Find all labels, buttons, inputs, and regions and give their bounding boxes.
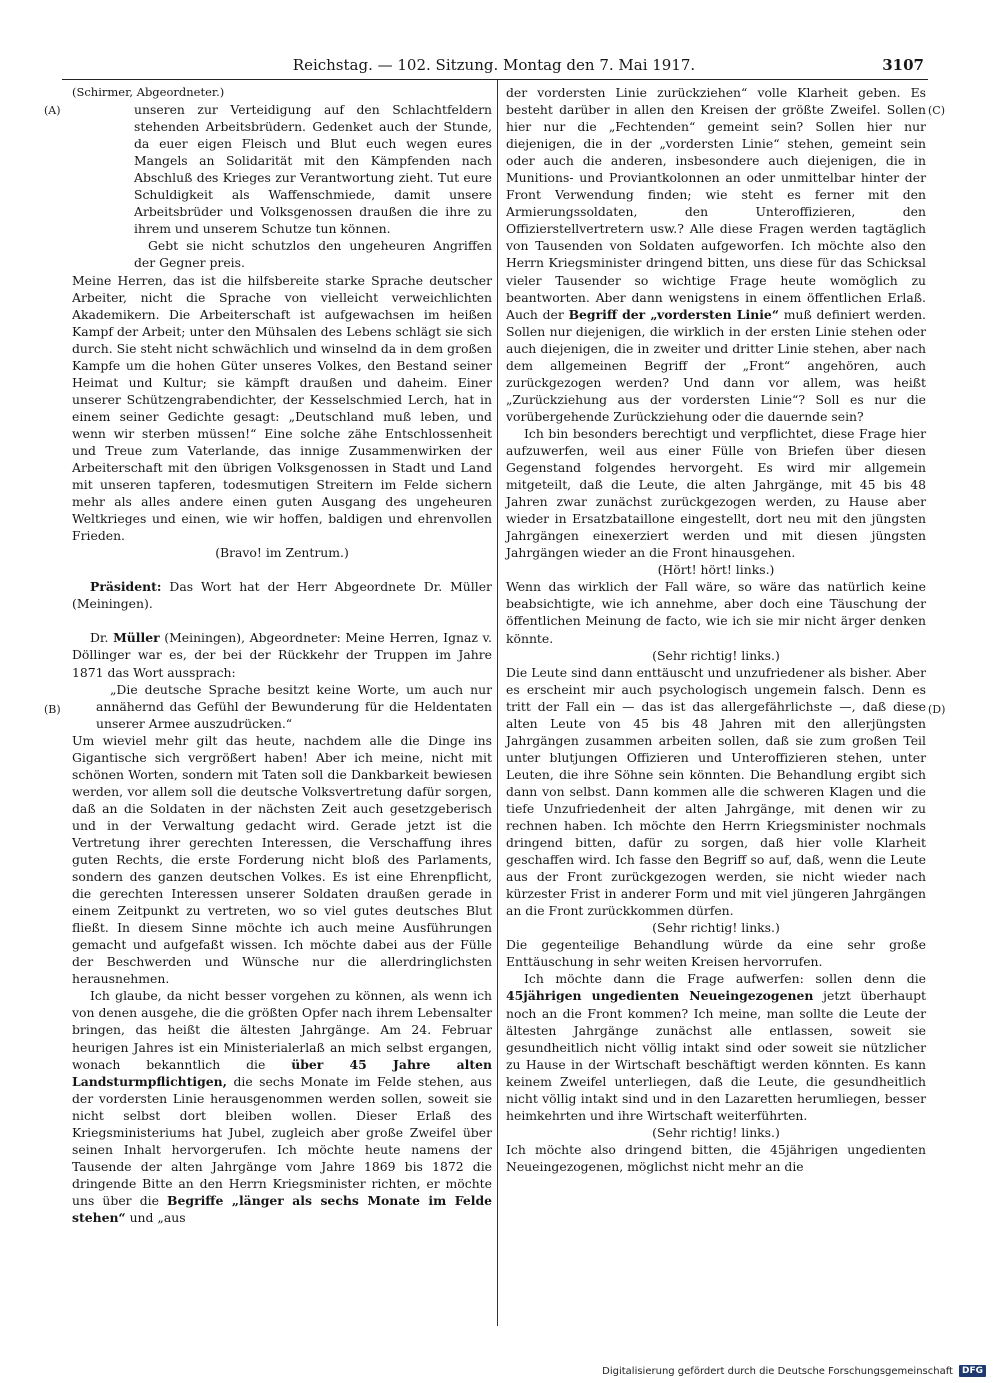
body-paragraph: Um wieviel mehr gilt das heute, nachdem alle die Dinge ins Gigantische sich vergrößert haben! Aber ich meine, nicht mit schönen Worten, sondern mit Taten soll die Dankbarkeit bewiesen werden, vor allem soll die deutsche Volksvertretung dafür sorgen, daß an die Soldaten in der nächsten Zeit auch gesetzgeberisch und in der Verwaltung gedacht wird. Gerade jetzt ist die Vertretung ihrer gerechten Interessen, die Verschaffung ihres guten Rechts, die erste Forderung nicht bloß des Parlaments, sondern des ganzen deutschen Volkes. Es ist eine Ehrenpflicht, die gerechten Interessen unserer Soldaten draußen gerade in einem Zeitpunkt zu vertreten, wo so viel gutes deutsches Blut fließt. In diesem Sinne möchte ich auch meine Ausführungen gemacht und aufgefaßt wissen. Ich möchte dabei aus der Fülle der Beschwerden und Wünsche nur die allerdringlichsten herausnehmen. [72,732,492,987]
body-paragraph: Wenn das wirklich der Fall wäre, so wäre das natürlich keine beabsichtigte, wie ich annehme, aber doch eine Täuschung der öffentlichen Meinung de facto, wie ich sie mir nicht ärger denken könnte. [506,579,926,646]
speaker-name: Müller [113,630,160,646]
page-number: 3107 [882,56,924,74]
margin-mark-a: (A) [44,104,61,117]
body-paragraph [72,987,492,1226]
speaker-tag: (Schirmer, Abgeordneter.) [72,85,225,99]
interjection: (Hört! hört! links.) [657,562,775,578]
interjection: (Sehr richtig! links.) [652,920,780,936]
margin-mark-b: (B) [44,703,61,716]
text-run: muß definiert werden. Sollen nur diejenigen, die wirklich in der ersten Linie stehen oder auch diejenigen, die in zweiter und dritter Linie stehen, aber nach dem allgemeinen Begriff der „Front“ angehören, auch zurückgezogen werden? Und dann vor allem, was heißt „Zurückziehung aus der vordersten Linie“? Soll es nur die vorübergehende Zurückziehung oder die dauernde sein? [506,306,926,424]
header-rule [62,79,928,80]
emphasis: über 45 Jahre alten Landsturmpflichtigen, [72,1056,492,1089]
emphasis: Begriff der „vordersten Linie“ [568,306,779,322]
body-paragraph: Meine Herren, das ist die hilfsbereite starke Sprache deutscher Arbeiter, nicht die Sprache von vielleicht verweichlichten Akademikern. Die Arbeiterschaft ist aufgewachsen im heißen Kampf der Arbeit; unter den Mühsalen des Lebens schlägt sie sich durch. Sie steht nicht schwächlich und winselnd da in dem großen Kampfe um die hohen Güter unseres Volkes, den Bestand seiner Heimat und Kultur; sie kämpft draußen und daheim. Einer unserer Schützengrabendichter, der Kesselschmied Lerch, hat in einem seiner Gedichte gesagt: „Deutschland muß leben, und wenn wir sterben müssen!“ Eine solche zähe Entschlossenheit und Treue zum Vaterlande, das innige Zusammenwirken der Arbeiterschaft mit den übrigen Volksgenossen in Stadt und Land mit unseren tapferen, todesmutigen Streitern im Felde sichern mehr als alles andere einen guten Ausgang des ungeheuren Weltkrieges und einen, wie wir hoffen, baldigen und ehrenvollen Frieden. [72,272,492,544]
appeal-closing: Gebt sie nicht schutzlos den ungeheuren Angriffen der Gegner preis. [134,238,492,271]
speaker-title: Dr. [90,630,109,646]
interjection: (Sehr richtig! links.) [652,1124,780,1140]
interjection: (Bravo! im Zentrum.) [215,545,349,561]
dfg-logo: DFG [959,1365,986,1377]
appeal-paragraph: unseren zur Verteidigung auf den Schlachtfeldern stehenden Arbeitsbrüdern. Gedenket auch der Stunde, da euer eigen Fleisch und Blut euch wegen eures Mangels an Solidarität mit den Kämpfenden nach Abschluß des Krieges zur Verantwortung zieht. Tut eure Schuldigkeit als Waffenschmiede, damit unsere Arbeitsbrüder und Volksgenossen draußen die ihre zu ihrem und unserem Schutze tun können. [134,102,492,237]
speaker-intro [72,629,492,680]
text-run: und „aus [129,1210,186,1225]
interjection: (Sehr richtig! links.) [652,647,780,663]
right-column [506,84,926,1174]
speaker-intro-text: (Meiningen), Abgeordneter: Meine Herren, Ignaz v. Döllinger war es, der bei der Rückkehr der Truppen im Jahre 1871 das Wort aussprach: [72,630,492,680]
text-run: der vordersten Linie zurückziehen“ volle Klarheit geben. Es besteht darüber in allen den Kreisen der größte Zweifel. Sollen hier nur die „Fechtenden“ gemeint sein? Sollen hier nur diejenigen, die in der „vordersten Linie“ stehen, gemeint sein oder auch die anderen, insbesondere auch diejenigen, die in Munitions- und Proviantkolonnen an oder unmittelbar hinter der Front Verwendung finden; wie steht es ferner mit den Armierungssoldaten, den Unteroffizieren, den Offizierstellvertretern usw.? Alle diese Fragen werden tagtäglich von Tausenden von Soldaten aufgeworfen. Ich möchte also den Herrn Kriegsminister dringend bitten, uns diese für das Schicksal vieler Tausender so wichtige Frage heute womöglich zu beantworten. Aber dann wenigstens in einem öffentlichen Erlaß. Auch der [506,85,926,322]
body-paragraph [506,970,926,1123]
president-label: Präsident: [90,579,162,595]
text-run: Ich möchte dann die Frage aufwerfen: sollen denn die [524,971,926,987]
body-paragraph: Ich möchte also dringend bitten, die 45jährigen ungedienten Neueingezogenen, möglichst nicht mehr an die [506,1141,926,1174]
president-paragraph [72,578,492,612]
left-column [72,84,492,1225]
text-run: die sechs Monate im Felde stehen, aus der vordersten Linie herausgenommen werden sollen, soweit sie nicht selbst dort bleiben wollen. Dieser Erlaß des Kriegsministeriums hat Jubel, zugleich aber große Zweifel über seinen Inhalt hervorgerufen. Ich möchte heute namens der Tausende der alten Jahrgänge vom Jahre 1869 bis 1872 die dringende Bitte an den Herrn Kriegsminister richten, er möchte uns über die [72,1073,492,1208]
running-head [64,56,924,78]
text-run: jetzt überhaupt noch an die Front kommen? Ich meine, man sollte die Leute der ältesten Jahrgänge zunächst alle entlassen, soweit sie gesundheitlich nicht völlig intakt sind oder soweit sie nützlicher zu Hause in der Wirtschaft beschäftigt werden könnten. Es kann keinem Zweifel unterliegen, daß die Leute, die gesundheitlich nicht völlig intakt sind und in den Lazaretten herumliegen, besser heimkehrten und ihre Wirtschaft weiterführten. [506,988,926,1123]
page-title: Reichstag. — 102. Sitzung. Montag den 7. Mai 1917. [292,56,696,74]
body-paragraph: Ich bin besonders berechtigt und verpflichtet, diese Frage hier aufzuwerfen, weil aus einer Fülle von Briefen über diesen Gegenstand folgendes hervorgeht. Es wird mir allgemein mitgeteilt, daß die Leute, die alten Jahrgänge, mit 45 bis 48 Jahren zwar zunächst zurückgezogen werden, zu Hause aber wieder in Ersatzbataillone eingestellt, dort neu mit den jüngsten Jahrgängen einexerziert werden und mit diesen jüngsten Jahrgängen wieder an die Front hinausgehen. [506,425,926,561]
margin-mark-d: (D) [928,703,946,716]
body-paragraph [506,84,926,425]
emphasis: 45jährigen ungedienten Neueingezogenen [506,988,814,1004]
column-divider [497,80,498,1326]
emphasis: Begriffe „länger als sechs Monate im Felde stehen“ [72,1192,492,1225]
body-paragraph: Die Leute sind dann enttäuscht und unzufriedener als bisher. Aber es erscheint mir auch psychologisch ungemein falsch. Denn es tritt der Fall ein — das ist das allergefährlichste —, daß diese alten Leute von 45 bis 48 Jahren mit den allerjüngsten Jahrgängen zusammen arbeiten sollen, daß sie zum großen Teil unter blutjungen Offizieren und Unteroffizieren stehen, unter Leuten, die ihre Söhne sein könnten. Die Behandlung ergibt sich dann von selbst. Dann kommen alle die schweren Klagen und die tiefe Unzufriedenheit der alten Jahrgänge, mit denen wir zu rechnen haben. Ich möchte den Herrn Kriegsminister nochmals dringend bitten, dafür zu sorgen, daß hier volle Klarheit geschaffen wird. Ich fasse den Begriff so auf, daß, wenn die Leute aus der Front zurückgezogen werden, sie nicht wieder nach kürzester Frist in anderer Form und mit viel jüngeren Jahrgängen an die Front zurückkommen dürfen. [506,664,926,919]
president-text: Das Wort hat der Herr Abgeordnete Dr. Müller (Meiningen). [72,579,492,612]
block-quote: „Die deutsche Sprache besitzt keine Worte, um auch nur annähernd das Gefühl der Bewunderung für die Heldentaten unserer Armee auszudrücken.“ [96,681,492,731]
footer [602,1365,986,1377]
footer-text: Digitalisierung gefördert durch die Deutsche Forschungsgemeinschaft [602,1365,953,1377]
body-paragraph: Die gegenteilige Behandlung würde da eine sehr große Enttäuschung in sehr weiten Kreisen hervorrufen. [506,937,926,970]
margin-mark-c: (C) [928,104,945,117]
text-run: Ich glaube, da nicht besser vorgehen zu können, als wenn ich von denen ausgehe, die die größten Opfer nach ihrem Lebensalter bringen, das heißt die ältesten Jahrgänge. Am 24. Februar heurigen Jahres ist ein Ministerialerlaß an mich selbst ergangen, wonach bekanntlich die [72,988,492,1072]
